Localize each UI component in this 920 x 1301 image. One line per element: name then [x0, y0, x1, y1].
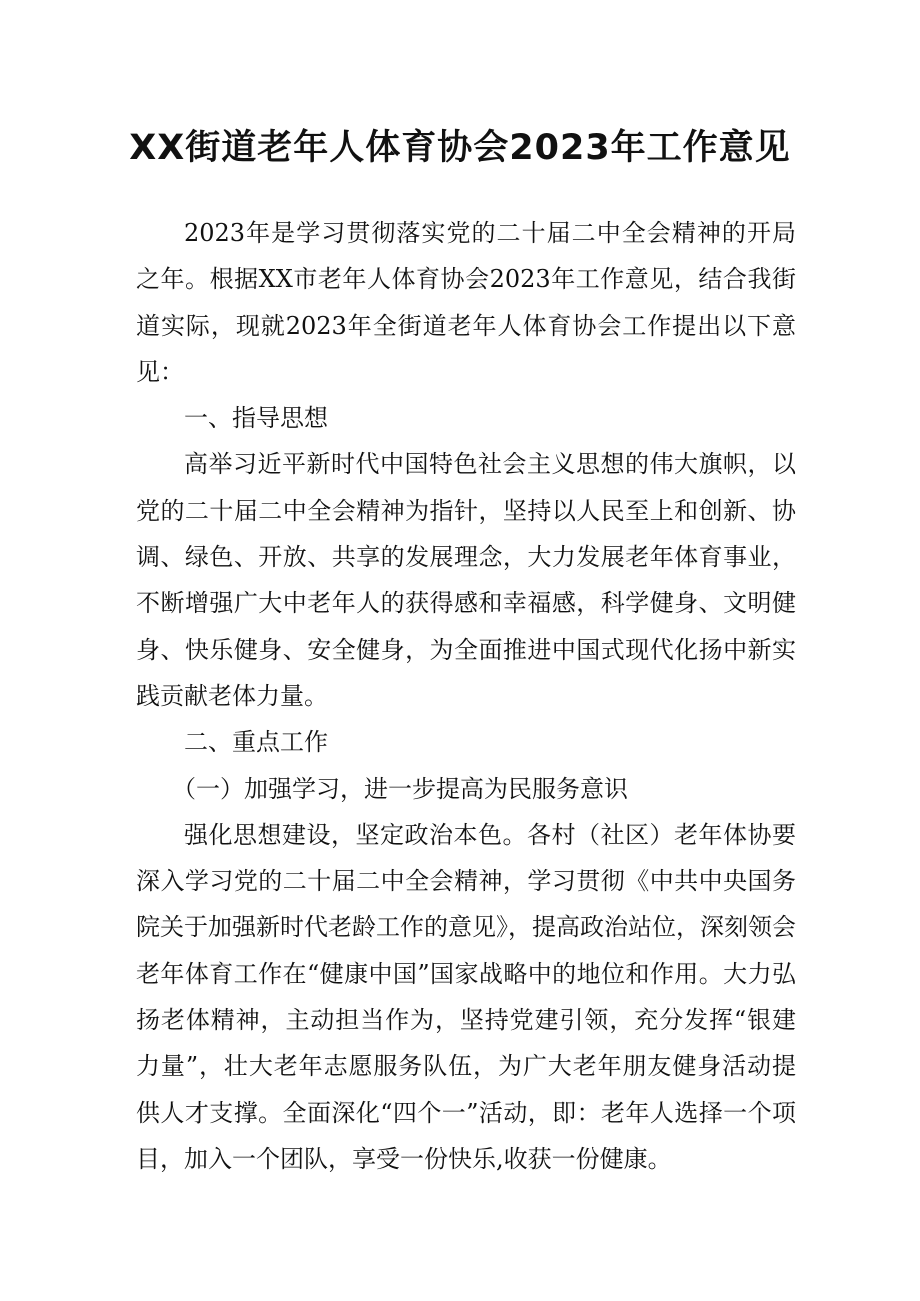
guiding-thought-paragraph: 高举习近平新时代中国特色社会主义思想的伟大旗帜，以党的二十届二中全会精神为指针，坚持以人民至上和创新、协调、绿色、开放、共享的发展理念，大力发展老年体育事业，不断增强广大中老年人的获得感和幸福感，科学健身、文明健身、快乐健身、安全健身，为全面推进中国式现代化扬中新实践贡献老体力量。 [136, 450, 796, 710]
document-title: XX街道老年人体育协会2023年工作意见 [129, 128, 791, 168]
intro-paragraph: 2023年是学习贯彻落实党的二十届二中全会精神的开局之年。根据XX市老年人体育协会2023年工作意见，结合我街道实际，现就2023年全街道老年人体育协会工作提出以下意见： [136, 219, 796, 386]
section-heading-key-work: 二、重点工作 [184, 728, 328, 757]
strengthen-study-paragraph: 强化思想建设，坚定政治本色。各村（社区）老年体协要深入学习党的二十届二中全会精神，学习贯彻《中共中央国务院关于加强新时代老龄工作的意见》，提高政治站位，深刻领会老年体育工作在“健康中国”国家战略中的地位和作用。大力弘扬老体精神，主动担当作为，坚持党建引领，充分发挥“银建力量”，壮大老年志愿服务队伍，为广大老年朋友健身活动提供人才支撑。全面深化“四个一”活动，即：老年人选择一个项目，加入一个团队，享受一份快乐,收获一份健康。 [136, 820, 796, 1173]
document-body [136, 210, 796, 1182]
section-heading-guiding-thought: 一、指导思想 [184, 404, 328, 433]
subsection-heading-strengthen-study: （一）加强学习，进一步提高为民服务意识 [172, 774, 628, 803]
